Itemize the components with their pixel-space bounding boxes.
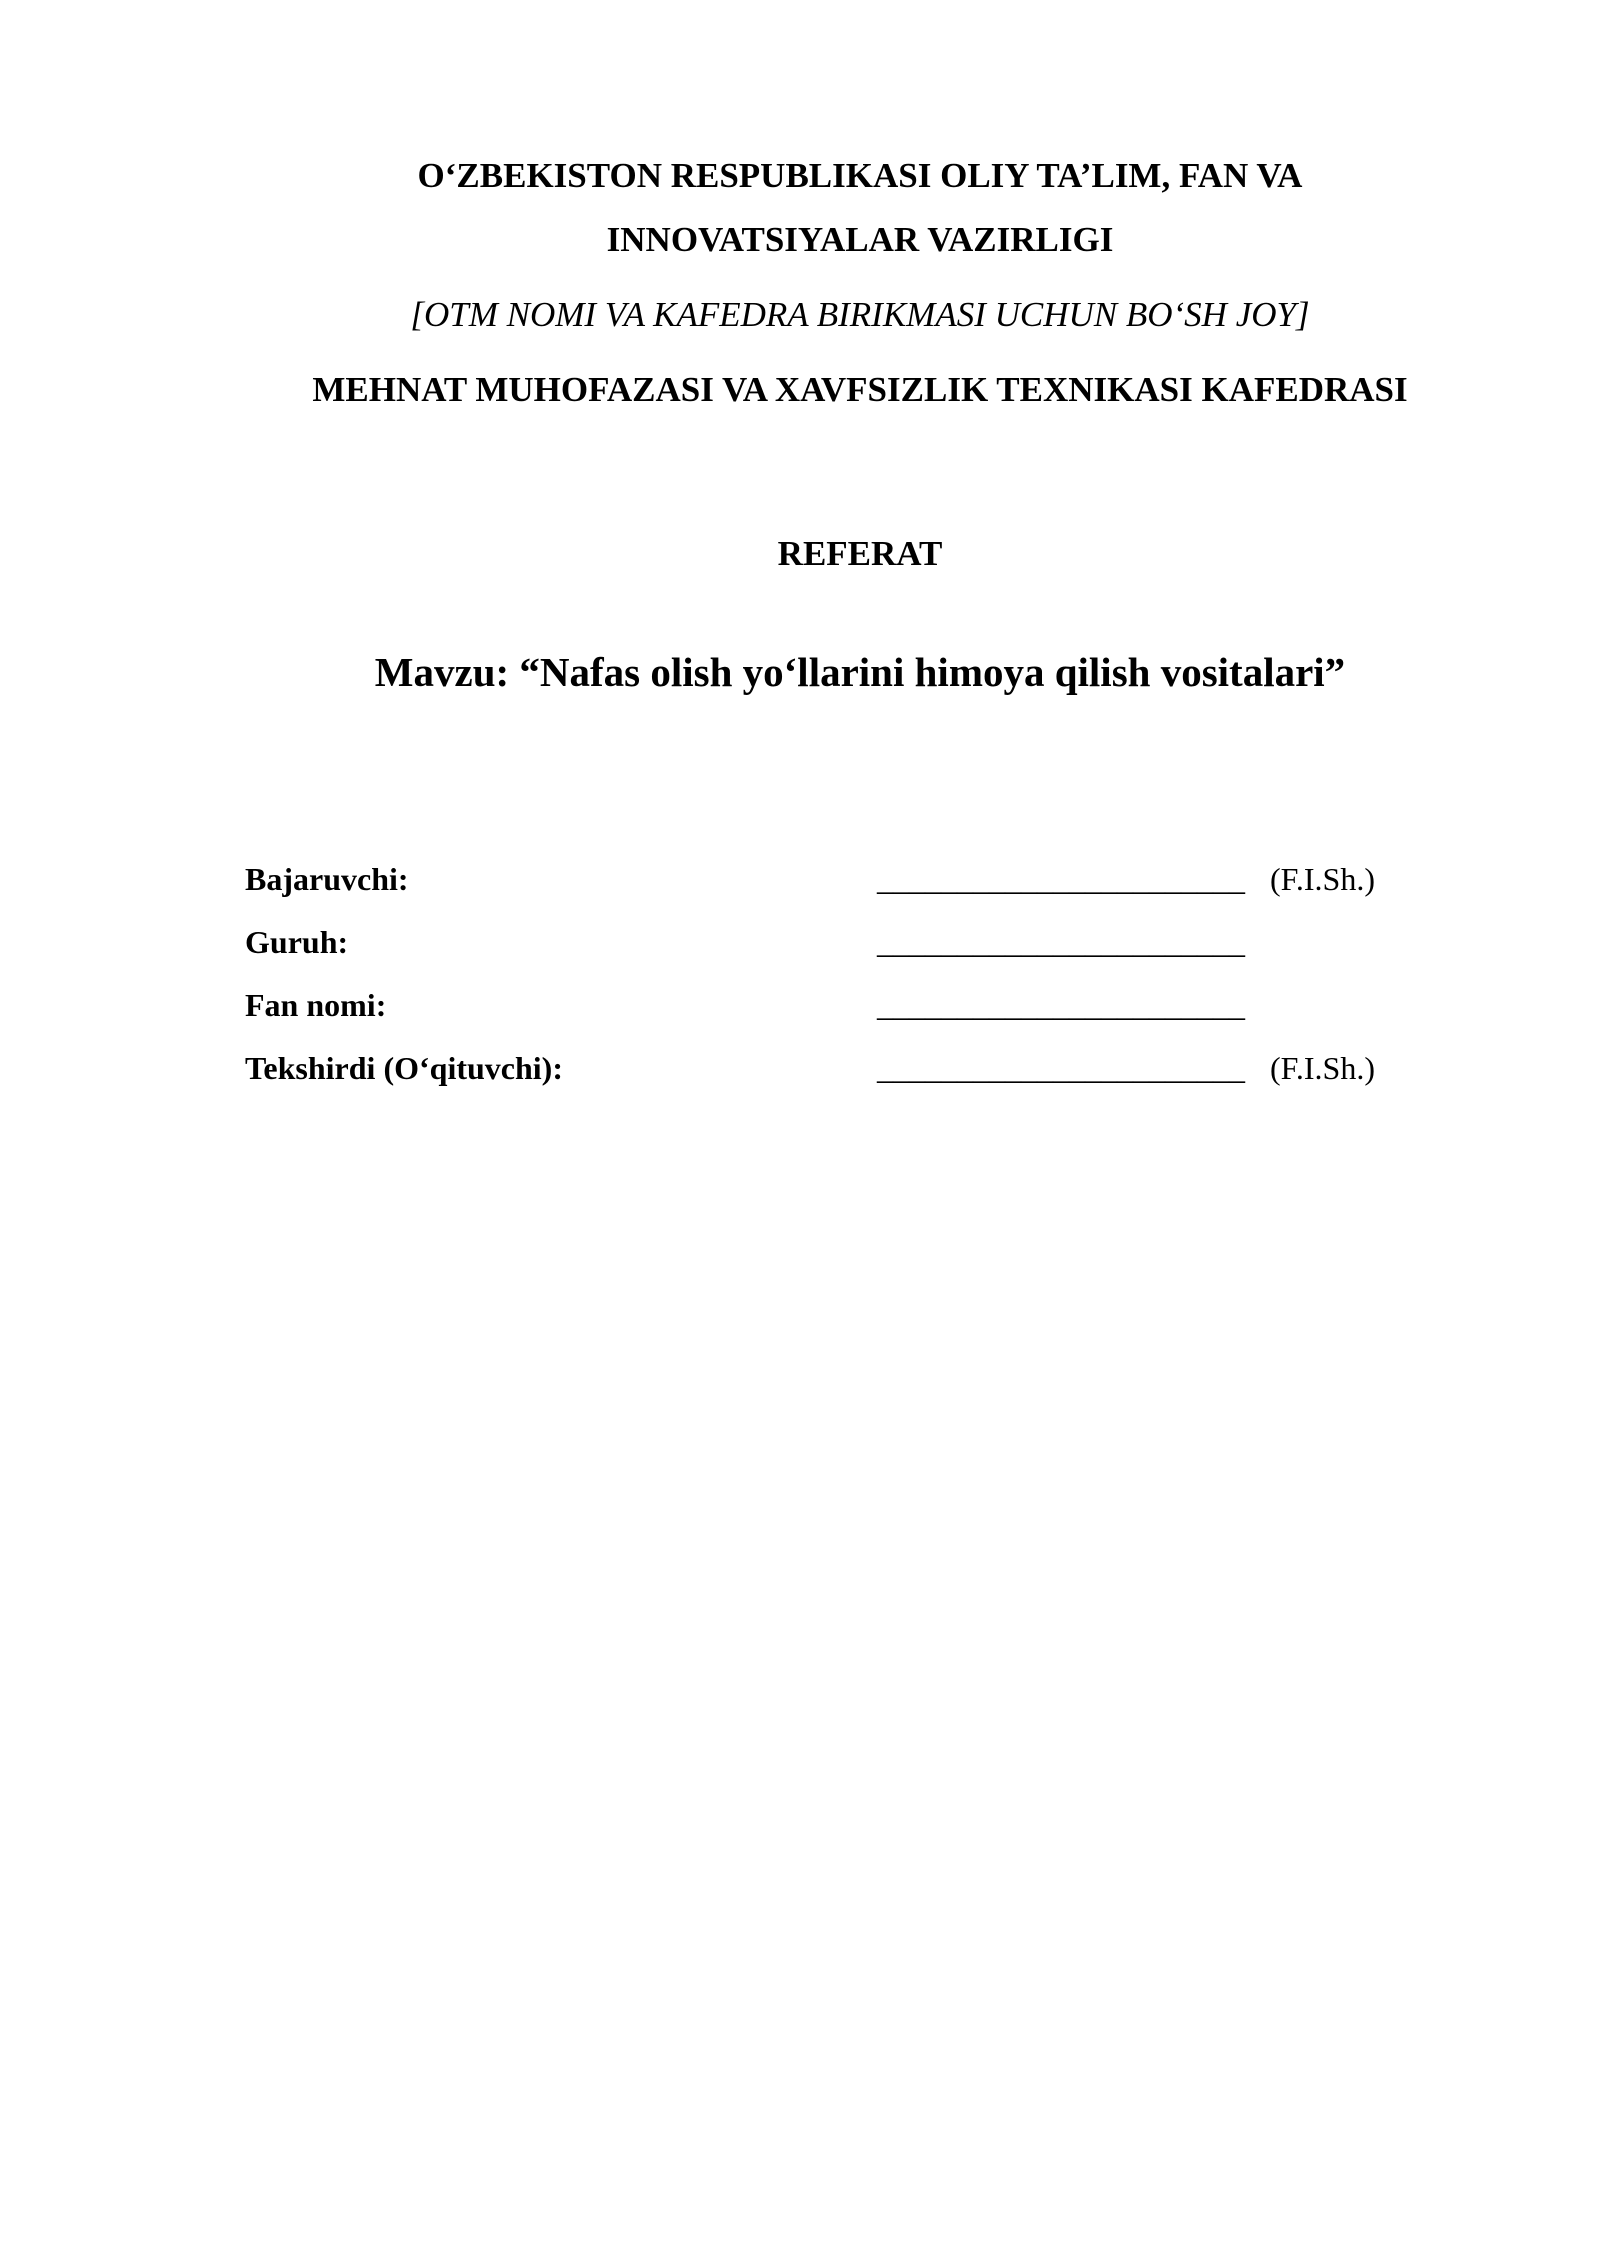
performer-blank-line: _______________________ — [877, 861, 1245, 897]
checker-blank-line: _______________________ — [877, 1050, 1245, 1086]
ministry-title-line-1: O‘ZBEKISTON RESPUBLIKASI OLIY TA’LIM, FAN VA — [417, 156, 1303, 195]
ministry-title-line-2: INNOVATSIYALAR VAZIRLIGI — [606, 220, 1114, 259]
group-label: Guruh: — [245, 924, 349, 960]
checker-name-hint: (F.I.Sh.) — [1270, 1050, 1375, 1086]
subject-label: Fan nomi: — [245, 987, 387, 1023]
group-blank-line: _______________________ — [877, 924, 1245, 960]
details-form — [245, 848, 1445, 1100]
form-row-subject — [245, 974, 1445, 1037]
form-row-performer — [245, 848, 1445, 911]
topic-heading: Mavzu: “Nafas olish yo‘llarini himoya qilish vositalari” — [374, 649, 1346, 695]
performer-name-hint: (F.I.Sh.) — [1270, 861, 1375, 897]
institution-placeholder: [OTM NOMI VA KAFEDRA BIRIKMASI UCHUN BO‘SH JOY] — [410, 295, 1310, 334]
checker-label: Tekshirdi (O‘qituvchi): — [245, 1050, 563, 1086]
performer-label: Bajaruvchi: — [245, 861, 409, 897]
subject-blank-line: _______________________ — [877, 987, 1245, 1023]
document-type-heading: REFERAT — [777, 534, 943, 573]
department-title: MEHNAT MUHOFAZASI VA XAVFSIZLIK TEXNIKASI KAFEDRASI — [312, 370, 1408, 409]
form-row-group — [245, 911, 1445, 974]
form-row-checker — [245, 1037, 1445, 1100]
